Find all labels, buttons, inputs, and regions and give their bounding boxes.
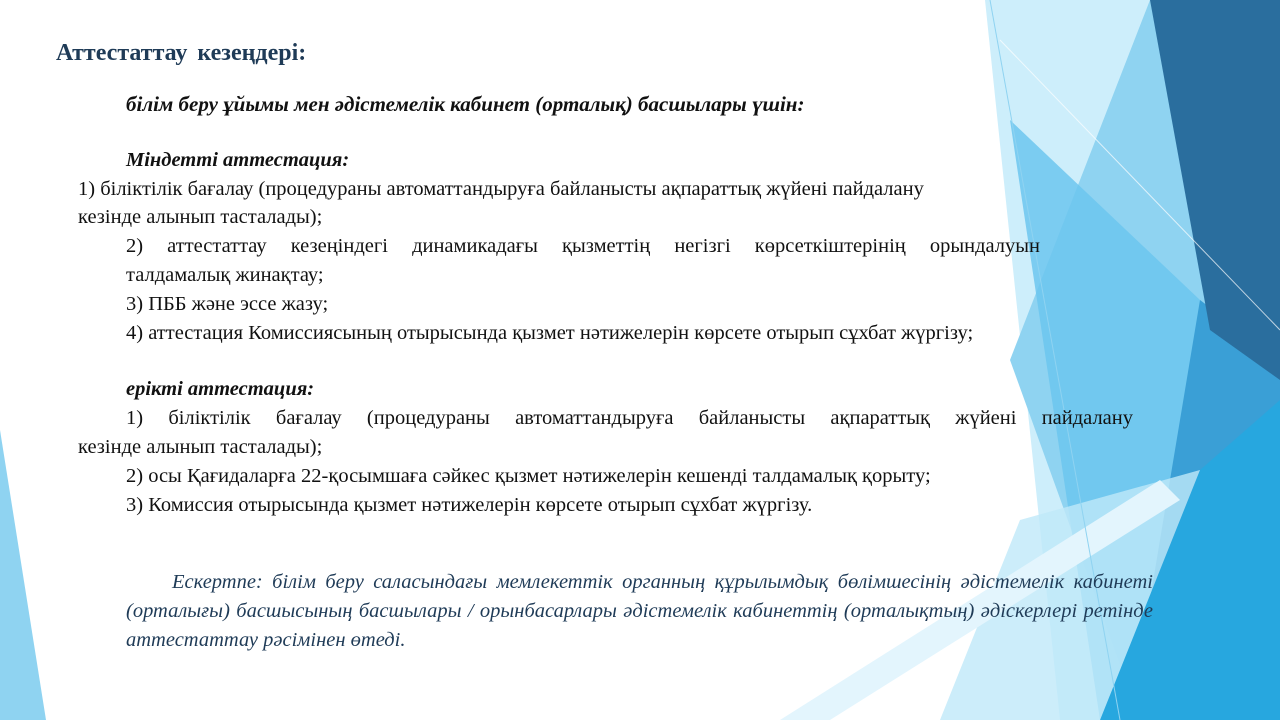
voluntary-item-2: 2) осы Қағидаларға 22-қосымшаға сәйкес қызмет нәтижелерін кешенді талдамалық қорыту; [126,465,931,487]
mandatory-item-3: 3) ПББ және эссе жазу; [126,293,329,315]
mandatory-heading: Міндетті аттестация: [126,149,350,171]
mandatory-item-2-line-1: 2) аттестаттау кезеңіндегі динамикадағы қызметтің негізгі көрсеткіштерінің орындалуын [126,235,1040,257]
slide-subtitle: білім беру ұйымы мен әдістемелік кабинет (орталық) басшылары үшін: [126,92,805,116]
mandatory-item-2-line-2: талдамалық жинақтау; [126,264,324,286]
voluntary-item-1-line-2: кезінде алынып тасталады); [78,436,323,458]
voluntary-heading: ерікті аттестация: [126,378,315,400]
slide-title: Аттестаттау кезеңдері: [56,40,307,66]
mandatory-item-1-line-1: 1) біліктілік бағалау (процедураны автоматтандыруға байланысты ақпараттық жүйені пайдалану [78,178,924,200]
voluntary-item-1-line-1: 1) біліктілік бағалау (процедураны автоматтандыруға байланысты ақпараттық жүйені пайдалану [126,407,1133,429]
mandatory-item-4: 4) аттестация Комиссиясының отырысында қызмет нәтижелерін көрсете отырып сұхбат жүргізу; [126,322,974,344]
voluntary-item-3: 3) Комиссия отырысында қызмет нәтижелерін көрсете отырып сұхбат жүргізу. [126,494,813,516]
note-paragraph: Ескертпе: білім беру саласындағы мемлекеттік органның құрылымдық бөлімшесінің әдістемелік кабинеті (орталығы) басшысының басшылары / орынбасарлары әдістемелік кабинеттің (орталықтың) әдіскерлері ретінде аттестаттау рәсімінен өтеді. [126,571,1153,651]
mandatory-item-1-line-2: кезінде алынып тасталады); [78,206,323,228]
